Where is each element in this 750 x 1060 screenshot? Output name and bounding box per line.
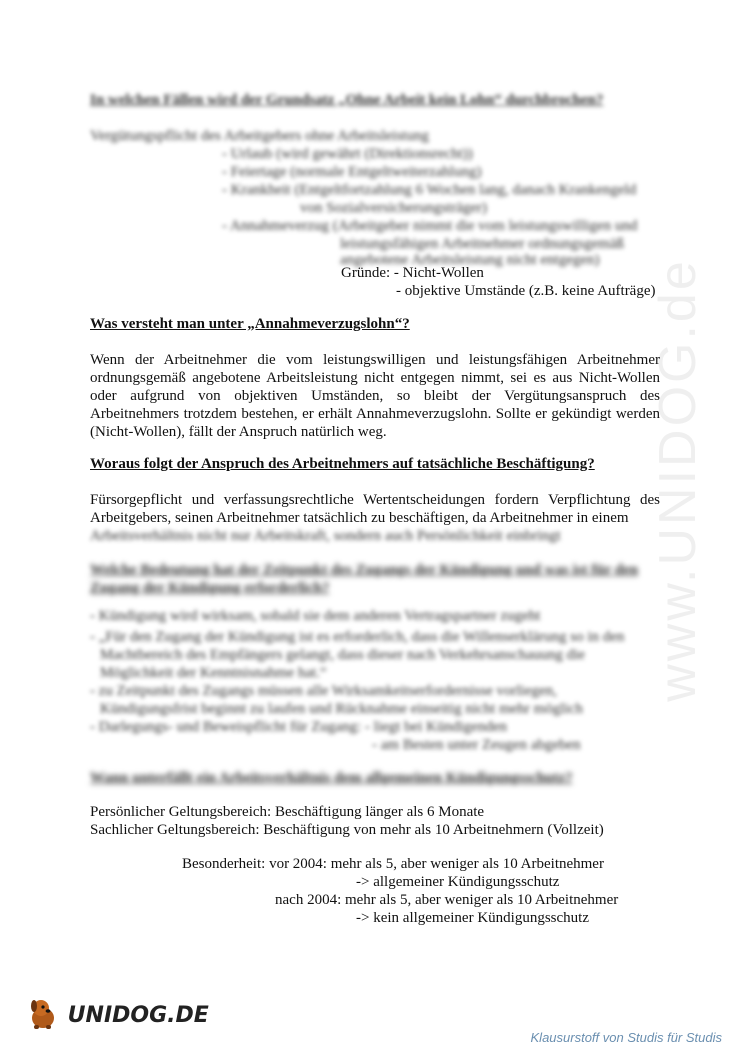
q4-item: Machtbereich des Empfängers gelangt, dass dieser nach Verkehrsanschauung die — [100, 647, 585, 663]
q4-item: Kündigungsfrist beginnt zu laufen und Rücknahme einseitig nicht mehr möglich — [100, 701, 583, 717]
q4-item: - „Für den Zugang der Kündigung ist es erforderlich, dass die Willenserklärung so in den — [90, 629, 625, 645]
q3-answer-blurred: Arbeitsverhältnis nicht nur Arbeitskraft, sondern auch Persönlichkeit einbringt — [90, 528, 561, 544]
q5-heading: Wann unterfällt ein Arbeitsverhältnis dem allgemeinen Kündigungsschutz? — [90, 770, 573, 786]
q3-heading: Woraus folgt der Anspruch des Arbeitnehmers auf tatsächliche Beschäftigung? — [90, 456, 595, 472]
q1-item: angebotene Arbeitsleistung nicht entgegen) — [340, 252, 600, 268]
footer-tagline: Klausurstoff von Studis für Studis — [530, 1030, 722, 1045]
q2-heading: Was versteht man unter „Annahmeverzugslohn“? — [90, 316, 410, 332]
q2-answer: Wenn der Arbeitnehmer die vom leistungswilligen und leistungsfähigen Arbeitnehmer ordnungsgemäß angebotene Arbeitsleistung nicht entgegen nimmt, sei es aus Nicht-Wollen oder aufgrund von objektiven Umständen, so bleibt der Vergütungsanspruch des Arbeitnehmers trotzdem bestehen, er erhält Annahmeverzugslohn. Sollte er gekündigt werden (Nicht-Wollen), fällt der Anspruch natürlich weg. — [90, 352, 660, 440]
q1-item: leistungsfähigen Arbeitnehmer ordnungsgemäß — [340, 236, 625, 252]
q1-reasons-second: - objektive Umstände (z.B. keine Aufträge) — [396, 283, 656, 299]
q4-item: - Kündigung wird wirksam, sobald sie dem anderen Vertragspartner zugeht — [90, 608, 541, 624]
q4-heading-line1: Welche Bedeutung hat der Zeitpunkt des Zugangs der Kündigung und was ist für den — [90, 562, 639, 578]
q4-item: Möglichkeit der Kenntnisnahme hat.“ — [100, 665, 327, 681]
q4-item: - zu Zeitpunkt des Zugangs müssen alle Wirksamkeitserfordernisse vorliegen, — [90, 683, 557, 699]
q5-line2: Sachlicher Geltungsbereich: Beschäftigung von mehr als 10 Arbeitnehmern (Vollzeit) — [90, 822, 604, 838]
q5-special-4: -> kein allgemeiner Kündigungsschutz — [356, 910, 589, 926]
q3-answer: Fürsorgepflicht und verfassungsrechtliche Wertentscheidungen fordern Verpflichtung des Arbeitgebers, seinen Arbeitnehmer tatsächlich zu beschäftigen, da Arbeitnehmer in einem — [90, 492, 660, 526]
q5-special-label: Besonderheit: vor 2004: mehr als 5, aber weniger als 10 Arbeitnehmer — [182, 856, 604, 872]
q4-item: - am Besten unter Zeugen abgeben — [372, 737, 581, 753]
unidog-logo — [28, 996, 209, 1036]
q1-heading: In welchen Fällen wird der Grundsatz „Ohne Arbeit kein Lohn“ durchbrochen? — [90, 92, 604, 108]
q1-item: - Annahmeverzug (Arbeitgeber nimmt die vom leistungswilligen und — [222, 218, 638, 234]
q1-item: von Sozialversicherungsträger) — [300, 200, 488, 216]
watermark: www.UNIDOG.de — [649, 258, 707, 702]
q1-item: - Urlaub (wird gewährt (Direktionsrecht)) — [222, 146, 473, 162]
q1-item: - Feiertage (normale Entgeltweiterzahlung) — [222, 164, 482, 180]
q5-special-2: -> allgemeiner Kündigungsschutz — [356, 874, 560, 890]
q1-item: - Krankheit (Entgeltfortzahlung 6 Wochen lang, danach Krankengeld — [222, 182, 637, 198]
q1-intro: Vergütungspflicht des Arbeitgebers ohne Arbeitsleistung — [90, 128, 429, 144]
q4-item: - Darlegungs- und Beweispflicht für Zugang: - liegt bei Kündigenden — [90, 719, 507, 735]
q5-line1: Persönlicher Geltungsbereich: Beschäftigung länger als 6 Monate — [90, 804, 485, 820]
q4-heading-line2: Zugang der Kündigung erforderlich? — [90, 580, 330, 596]
q1-reasons-label: Gründe: - Nicht-Wollen — [341, 265, 484, 281]
q5-special-3: nach 2004: mehr als 5, aber weniger als 10 Arbeitnehmer — [275, 892, 619, 908]
logo-text: UNIDOG.DE — [67, 1003, 209, 1028]
dog-icon — [28, 996, 58, 1036]
